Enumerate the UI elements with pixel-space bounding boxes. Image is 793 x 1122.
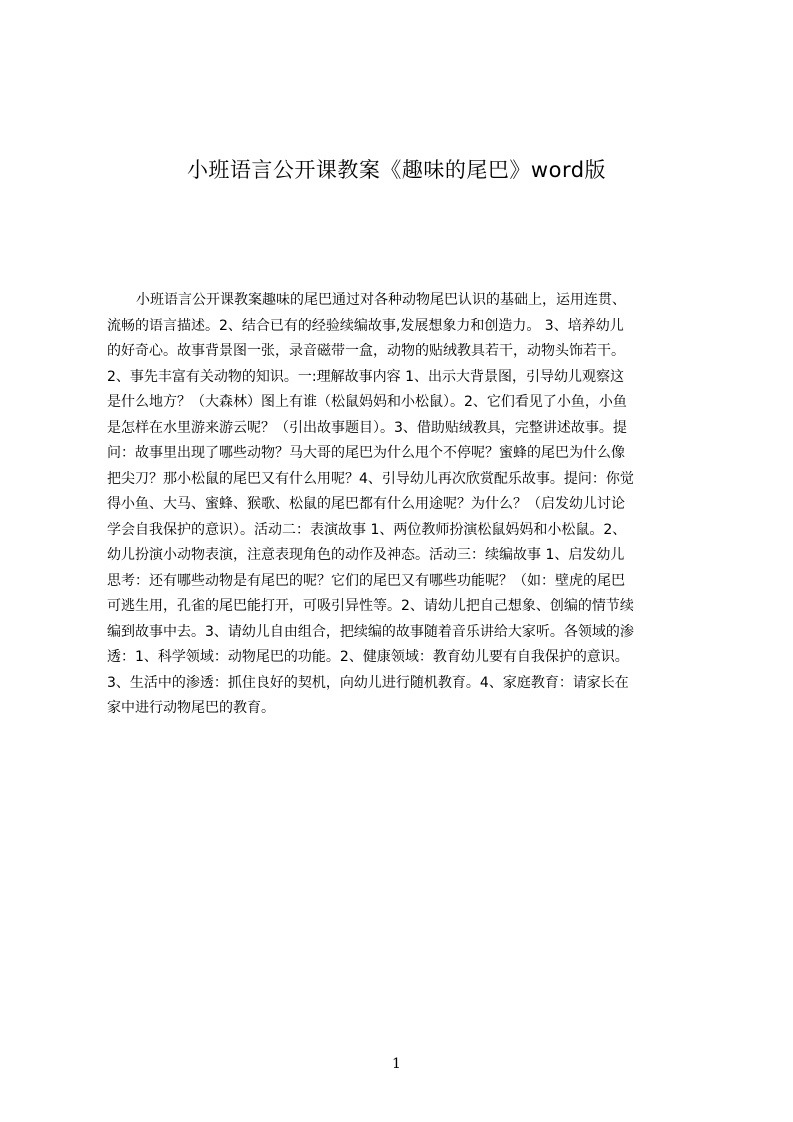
body-line: 流畅的语言描述。2、结合已有的经验续编故事,发展想象力和创造力。 3、培养幼儿 [107,317,624,334]
body-line: 问：故事里出现了哪些动物？马大哥的尾巴为什么甩个不停呢？蜜蜂的尾巴为什么像 [107,445,625,461]
body-line: 编到故事中去。3、请幼儿自由组合，把续编的故事随着音乐讲给大家听。各领域的渗 [107,623,634,640]
page-number: 1 [392,1056,401,1072]
body-line: 透：1、科学领域：动物尾巴的功能。2、健康领域：教育幼儿要有自我保护的意识。 [107,649,629,665]
body-line: 学会自我保护的意识）。活动二：表演故事 1、两位教师扮演松鼠妈妈和小松鼠。2、 [107,521,627,538]
body-line: 可逃生用，孔雀的尾巴能打开，可吸引异性等。2、请幼儿把自己想象、创编的情节续 [107,598,634,614]
body-line: 得小鱼、大马、蜜蜂、猴歌、松鼠的尾巴都有什么用途呢？为什么？（启发幼儿讨论 [107,496,625,512]
body-paragraph [107,288,697,748]
body-line: 2、事先丰富有关动物的知识。一:理解故事内容 1、出示大背景图，引导幼儿观察这 [107,368,624,385]
body-line: 把尖刀？那小松鼠的尾巴又有什么用呢？4、引导幼儿再次欣赏配乐故事。提问：你觉 [107,470,634,487]
body-line: 思考：还有哪些动物是有尾巴的呢？它们的尾巴又有哪些功能呢？（如：壁虎的尾巴 [107,572,625,589]
page-title: 小班语言公开课教案《趣味的尾巴》word版 [186,158,607,183]
body-line: 幼儿扮演小动物表演，注意表现角色的动作及神态。活动三：续编故事 1、启发幼儿 [107,547,625,563]
body-line: 是什么地方？（大森林）图上有谁（松鼠妈妈和小松鼠）。2、它们看见了小鱼，小鱼 [107,394,627,410]
body-line: 小班语言公开课教案趣味的尾巴通过对各种动物尾巴认识的基础上，运用连贯、 [136,292,626,308]
body-line: 家中进行动物尾巴的教育。 [107,700,275,716]
body-line: 3、生活中的渗透：抓住良好的契机，向幼儿进行随机教育。4、家庭教育：请家长在 [107,674,629,691]
body-line: 是怎样在水里游来游云呢？（引出故事题目）。3、借助贴绒教具，完整讲述故事。提 [107,419,627,436]
body-line: 的好奇心。故事背景图一张，录音磁带一盒，动物的贴绒教具若干，动物头饰若干。 [107,343,625,359]
